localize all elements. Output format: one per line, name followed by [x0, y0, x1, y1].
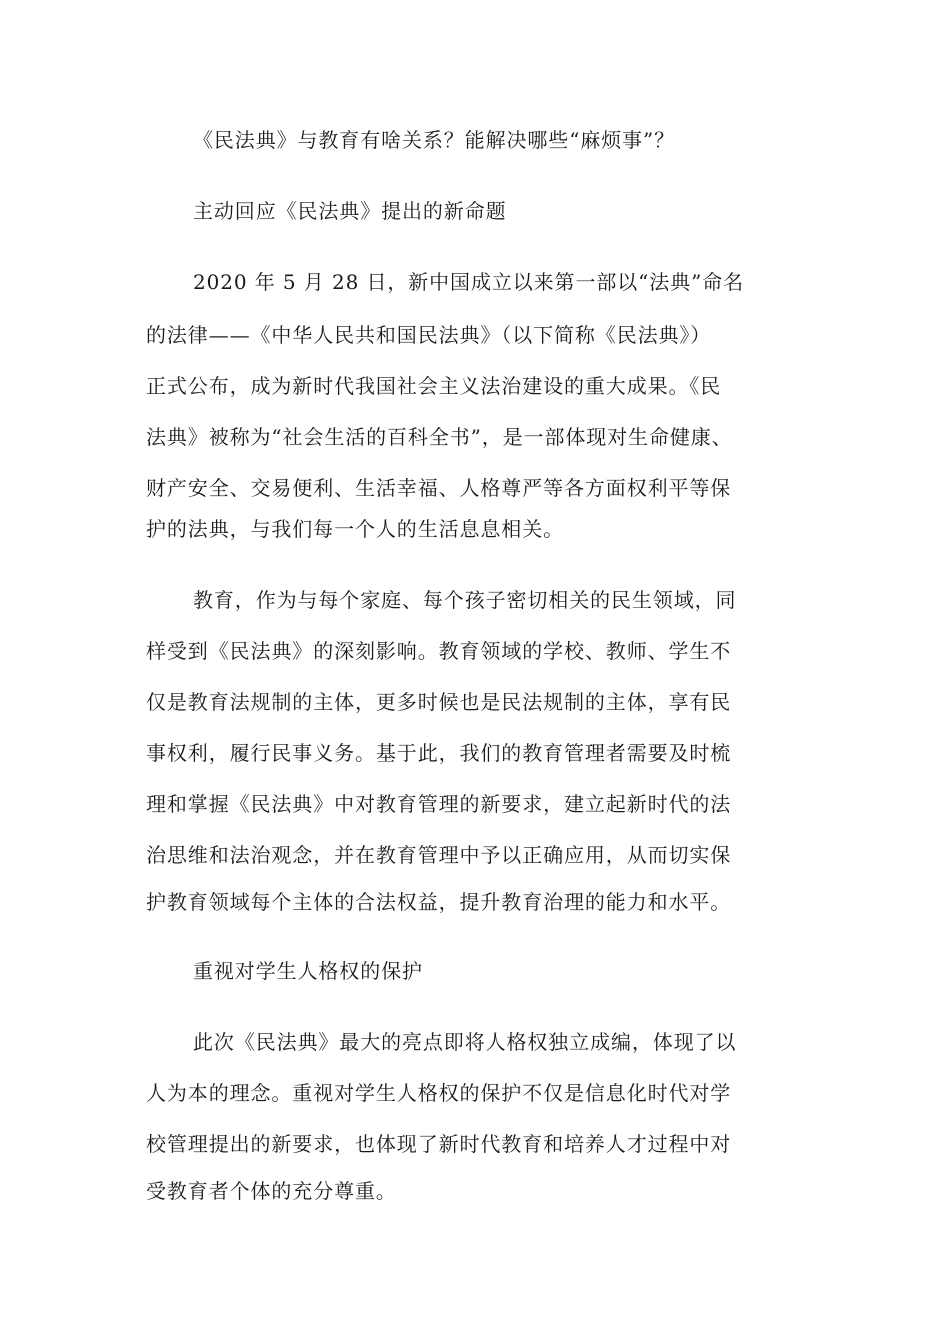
- paragraph-line: 校管理提出的新要求，也体现了新时代教育和培养人才过程中对: [146, 1132, 732, 1156]
- paragraph-line: 此次《民法典》最大的亮点即将人格权独立成编，体现了以: [193, 1030, 737, 1054]
- paragraph-line: 法典》被称为“社会生活的百科全书”，是一部体现对生命健康、: [146, 425, 733, 449]
- paragraph-line: 财产安全、交易便利、生活幸福、人格尊严等各方面权利平等保: [146, 476, 732, 500]
- paragraph-line: 样受到《民法典》的深刻影响。教育领域的学校、教师、学生不: [146, 639, 732, 663]
- paragraph-line: 仅是教育法规制的主体，更多时候也是民法规制的主体，享有民: [146, 690, 732, 714]
- paragraph-line: 2020 年 5 月 28 日，新中国成立以来第一部以“法典”命名: [193, 270, 745, 294]
- paragraph-line: 人为本的理念。重视对学生人格权的保护不仅是信息化时代对学: [146, 1081, 732, 1105]
- paragraph-line: 护教育领域每个主体的合法权益，提升教育治理的能力和水平。: [146, 890, 732, 914]
- paragraph-line: 理和掌握《民法典》中对教育管理的新要求，建立起新时代的法: [146, 792, 732, 816]
- paragraph-line: 正式公布，成为新时代我国社会主义法治建设的重大成果。《民: [146, 374, 722, 398]
- paragraph-line: 受教育者个体的充分尊重。: [146, 1179, 397, 1203]
- section-heading-2: 重视对学生人格权的保护: [193, 959, 423, 983]
- paragraph-line: 事权利，履行民事义务。基于此，我们的教育管理者需要及时梳: [146, 741, 732, 765]
- paragraph-line: 的法律——《中华人民共和国民法典》（以下简称《民法典》）: [146, 323, 712, 347]
- document-title: 《民法典》与教育有啥关系？能解决哪些“麻烦事”？: [193, 128, 676, 152]
- paragraph-line: 教育，作为与每个家庭、每个孩子密切相关的民生领域，同: [193, 588, 737, 612]
- paragraph-line: 治思维和法治观念，并在教育管理中予以正确应用，从而切实保: [146, 843, 732, 867]
- section-heading-1: 主动回应《民法典》提出的新命题: [193, 199, 507, 223]
- paragraph-line: 护的法典，与我们每一个人的生活息息相关。: [146, 517, 564, 541]
